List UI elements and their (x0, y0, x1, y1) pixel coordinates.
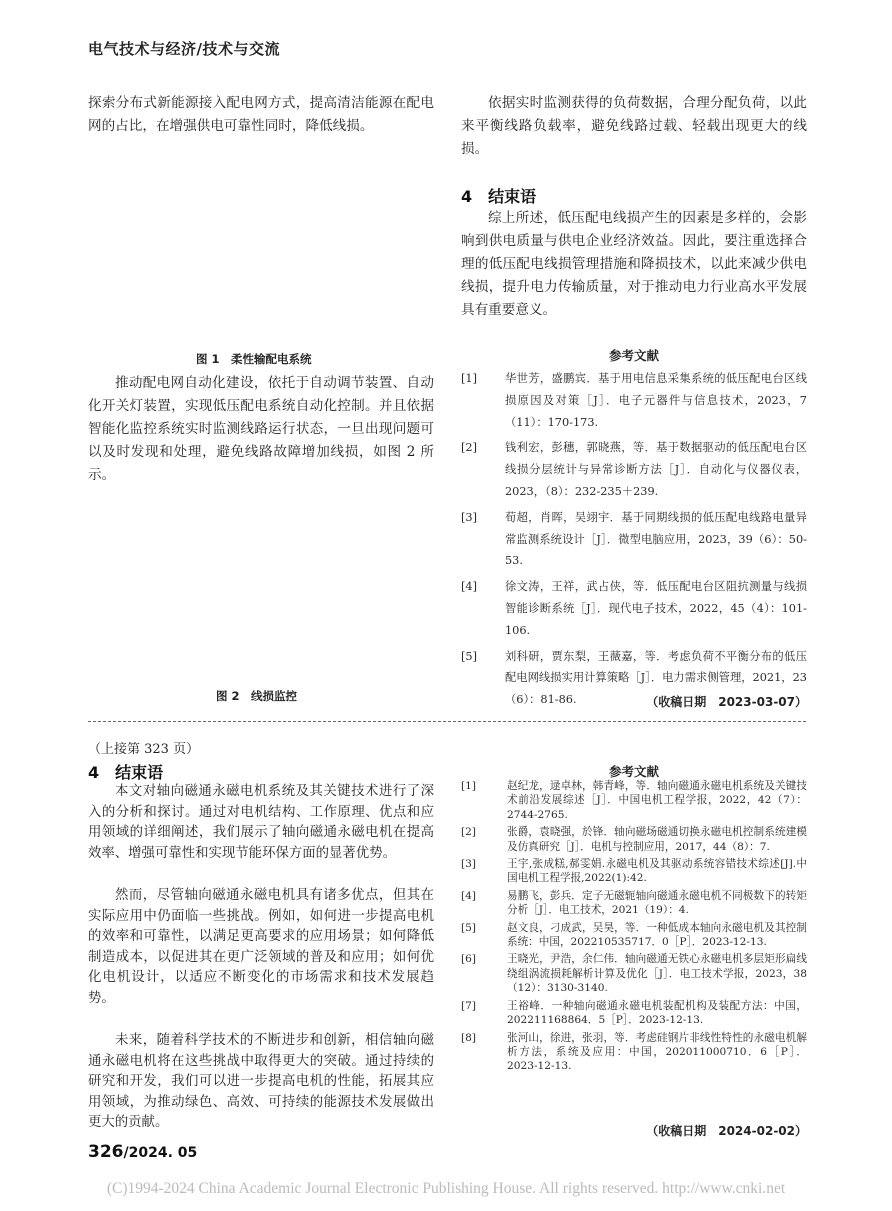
conclusion-paragraph: 综上所述，低压配电线损产生的因素是多样的，会影响到供电质量与供电企业经济效益。因此，要注重选择合理的低压配电线损管理措施和降损技术，以此来减少供电线损，提升电力传输质量，对于推动电力行业高水平发展具有重要意义。 (461, 210, 807, 318)
reference-list-2 (461, 779, 807, 1077)
reference-item: [3] 王宇,张成糕,郝雯娟.永磁电机及其驱动系统容错技术综述[J].中国电机工程学报,2022(1):42. (461, 858, 807, 885)
article-divider (88, 721, 806, 722)
figure-1-caption: 图 1 柔性输配电系统 (196, 352, 312, 366)
journal-header: 电气技术与经济/技术与交流 (88, 40, 280, 58)
reference-item: [5] 赵文良，刁成武，吴昊，等．一种低成本轴向永磁电机及其控制系统：中国，202210535717．0［P］．2023-12-13. (461, 921, 807, 949)
left-top-paragraph: 探索分布式新能源接入配电网方式，提高清洁能源在配电网的占比，在增强供电可靠性同时，降低线损。 (88, 95, 434, 134)
left-mid-paragraph: 推动配电网自动化建设，依托于自动调节装置、自动化开关灯装置，实现低压配电系统自动化控制。并且依据智能化监控系统实时监测线路运行状态，一旦出现问题可以及时发现和处理，避免线路故障增加线损，如图 2 所示。 (88, 375, 434, 483)
lower-paragraph-3: 未来，随着科学技术的不断进步和创新，相信轴向磁通永磁电机将在这些挑战中取得更大的突破。通过持续的研究和开发，我们可以进一步提高电机的性能，拓展其应用领域，为推动绿色、高效、可持续的能源技术发展做出更大的贡献。 (88, 1033, 434, 1131)
right-top-paragraph: 依据实时监测获得的负荷数据，合理分配负荷，以此来平衡线路负载率，避免线路过载、轻载出现更大的线损。 (461, 95, 807, 157)
reference-item: [8] 张河山，徐进，张羽，等．考虑硅钢片非线性特性的永磁电机解析方法，系统及应用：中国，202011000710．6［P］．2023-12-13. (461, 1031, 807, 1073)
lower-paragraph-2: 然而，尽管轴向磁通永磁电机具有诸多优点，但其在实际应用中仍面临一些挑战。例如，如何进一步提高电机的效率和可靠性，以满足更高要求的应用场景；如何降低制造成本，以促进其在更广泛领域的普及和应用；如何优化电机设计，以适应不断变化的市场需求和技术发展趋势。 (88, 888, 434, 1006)
page-number-value: 326 (88, 1142, 124, 1162)
reference-item: [2] 钱利宏，彭穗，郭晓燕，等．基于数据驱动的低压配电台区线损分层统计与异常诊断方法［J］．自动化与仪器仪表，2023，（8）：232-235＋239. (461, 441, 807, 498)
lower-paragraph-1: 本文对轴向磁通永磁电机系统及其关键技术进行了深入的分析和探讨。通过对电机结构、工作原理、优点和应用领域的详细阐述，我们展示了轴向磁通永磁电机在提高效率、增强可靠性和实现节能环保方面的显著优势。 (88, 784, 434, 861)
reference-item: [7] 王裕峰．一种轴向磁通永磁电机装配机构及装配方法：中国，202211168864．5［P］．2023-12-13. (461, 999, 807, 1027)
reference-item: [2] 张爵，袁晓强，於锋．轴向磁场磁通切换永磁电机控制系统建模及仿真研究［J］．电机与控制应用，2017，44（8）：7. (461, 826, 807, 853)
figure-2-caption: 图 2 线损监控 (216, 689, 298, 703)
section-title-conclusion-2: 4 结束语 (88, 763, 164, 782)
continued-note: （上接第 323 页） (88, 742, 200, 757)
reference-item: [4] 徐文涛，王祥，武占侠，等．低压配电台区阻抗测量与线损智能诊断系统［J］．现代电子技术，2022，45（4）：101-106. (461, 580, 807, 637)
reference-item: [4] 易鹏飞，彭兵．定子无磁轭轴向磁通永磁电机不同极数下的转矩分析［J］．电工技术，2021（19）：4. (461, 889, 807, 917)
reference-item: [3] 荀超，肖晖，吴翊宇．基于同期线损的低压配电线路电量异常监测系统设计［J］．微型电脑应用，2023，39（6）：50-53. (461, 510, 807, 568)
reference-item: [1] 赵纪龙，逯卓林，韩青峰，等．轴向磁通永磁电机系统及关键技术前沿发展综述［J］．中国电机工程学报，2022，42（7）：2744-2765. (461, 780, 807, 821)
references-title: 参考文献 (608, 348, 659, 363)
issue-number: /2024. 05 (123, 1145, 198, 1161)
reference-item: [6] 王晓光，尹浩，余仁伟．轴向磁通无铁心永磁电机多层矩形扁线绕组涡流损耗解析计算及优化［J］．电工技术学报，2023，38（12）：3130-3140. (461, 953, 807, 995)
received-date-2: （收稿日期 2024-02-02） (646, 1124, 807, 1138)
references-title-2: 参考文献 (608, 764, 659, 779)
section-title-conclusion: 4 结束语 (461, 187, 537, 206)
reference-item: [1] 华世芳，盛鹏宾．基于用电信息采集系统的低压配电台区线损原因及对策［J］．电子元器件与信息技术，2023，7（11）：170-173. (461, 372, 807, 429)
page-number (88, 1142, 197, 1162)
reference-item: [5] 刘科研，贾东梨，王薇嘉，等．考虑负荷不平衡分布的低压配电网线损实用计算策略［J］．电力需求侧管理，2021，23（6）：81-86. (461, 649, 807, 707)
reference-list (461, 368, 807, 715)
copyright-footer: (C)1994-2024 China Academic Journal Electronic Publishing House. All rights reserved. http://www.cnki.net (106, 1180, 786, 1197)
received-date: （收稿日期 2023-03-07） (646, 695, 807, 709)
